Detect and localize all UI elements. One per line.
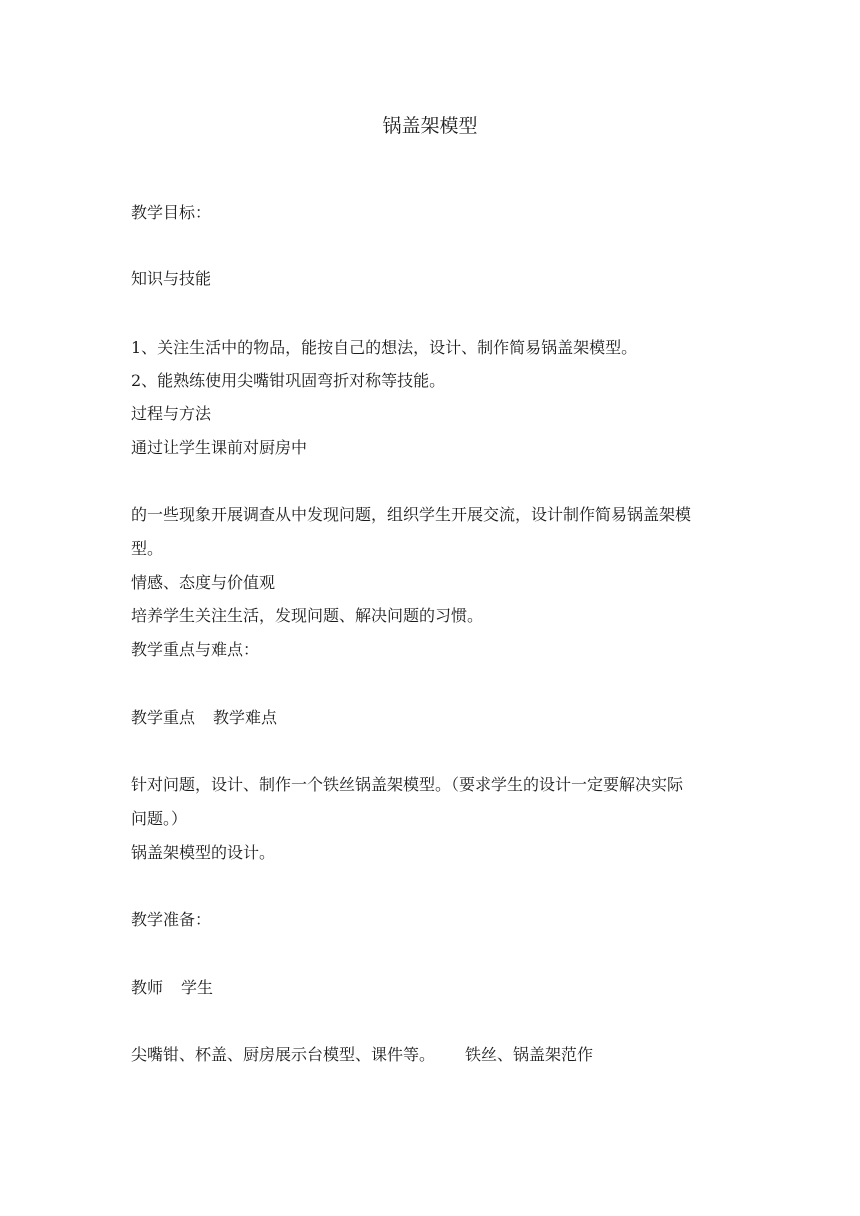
key-points-heading: 教学重点与难点： xyxy=(131,640,260,659)
emotion-text: 培养学生关注生活，发现问题、解决问题的习惯。 xyxy=(131,606,484,625)
teacher-materials: 尖嘴钳、杯盖、厨房展示台模型、课件等。 xyxy=(131,1045,436,1064)
materials-row xyxy=(131,1043,751,1067)
emotion-heading: 情感、态度与价值观 xyxy=(131,573,276,592)
preparation-col-2: 学生 xyxy=(181,978,214,997)
knowledge-heading: 知识与技能 xyxy=(131,269,212,288)
key-point-text-line-2: 问题。） xyxy=(131,809,188,828)
key-point-text-line-1: 针对问题，设计、制作一个铁丝锅盖架模型。（要求学生的设计一定要解决实际 xyxy=(131,775,684,794)
knowledge-item-1: 1、关注生活中的物品，能按自己的想法，设计、制作简易锅盖架模型。 xyxy=(131,338,638,357)
key-points-col-1: 教学重点 xyxy=(131,708,196,727)
student-materials: 铁丝、锅盖架范作 xyxy=(465,1045,594,1064)
process-intro: 通过让学生课前对厨房中 xyxy=(131,438,308,457)
process-text-line-1: 的一些现象开展调查从中发现问题，组织学生开展交流，设计制作简易锅盖架模 xyxy=(131,505,692,524)
document-title: 锅盖架模型 xyxy=(382,115,478,137)
objectives-heading: 教学目标： xyxy=(131,203,212,222)
knowledge-item-2: 2、能熟练使用尖嘴钳巩固弯折对称等技能。 xyxy=(131,371,446,390)
key-points-col-2: 教学难点 xyxy=(213,708,278,727)
preparation-heading: 教学准备： xyxy=(131,910,212,929)
preparation-col-1: 教师 xyxy=(131,978,164,997)
key-points-columns xyxy=(131,706,751,730)
preparation-columns xyxy=(131,976,751,1000)
process-text-line-2: 型。 xyxy=(131,539,164,558)
difficulty-text: 锅盖架模型的设计。 xyxy=(131,843,276,862)
process-heading: 过程与方法 xyxy=(131,404,212,423)
